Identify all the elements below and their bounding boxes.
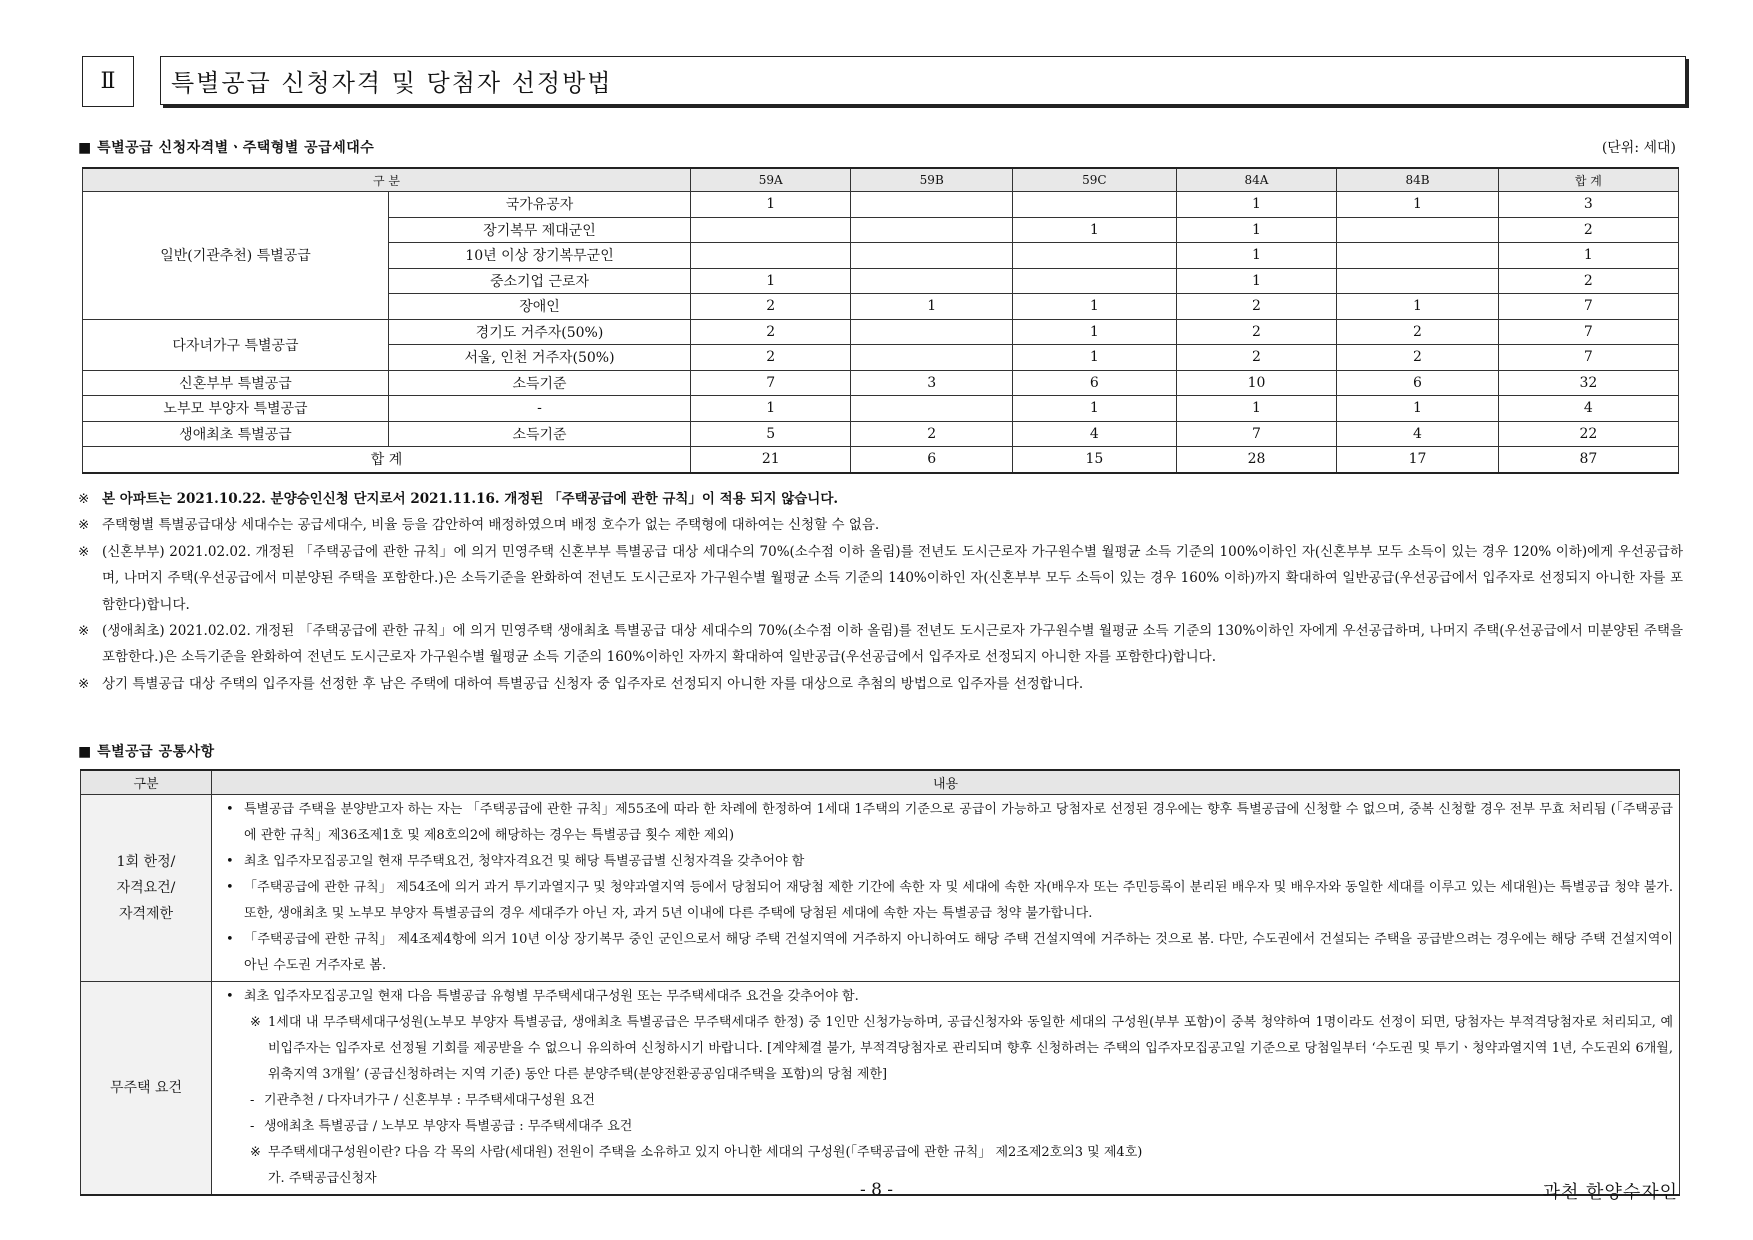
sub-category: 중소기업 근로자: [389, 268, 691, 294]
bullet-text: 최초 입주자모집공고일 현재 다음 특별공급 유형별 무주택세대구성원 또는 무주택세대주 요건을 갖추어야 함.: [244, 989, 859, 1004]
bullet-item: [226, 984, 1673, 1010]
group-label: 일반(기관추천) 특별공급: [83, 192, 389, 320]
cell-value: [851, 217, 1012, 243]
bullet-mark: •: [226, 802, 234, 817]
bullet-mark: •: [226, 854, 234, 869]
cell-value: 10: [1176, 370, 1336, 396]
cell-value: 3: [851, 370, 1012, 396]
cell-value: 1: [1012, 294, 1176, 320]
table-row: [83, 319, 1679, 345]
bullet-mark: •: [226, 989, 234, 1004]
total-label: 합 계: [83, 447, 691, 473]
cell-value: 4: [1337, 421, 1498, 447]
cell-value: [851, 243, 1012, 269]
note-text: (신혼부부) 2021.02.02. 개정된 「주택공급에 관한 규칙」에 의거 민영주택 신혼부부 특별공급 대상 세대수의 70%(소수점 이하 올림)를 전년도 도시근로자 가구원수별 월평균 소득 기준의 100%이하인 자(신혼부부 모두 소득이 있는 경우 120% 이하)에게 우선공급하며, 나머지 주택(우선공급에서 미분양된 주택을 포함한다.)은 소득기준을 완화하여 전년도 도시근로자 가구원수별 월평균 소득 기준의 140%이하인 자(신혼부부 모두 소득이 있는 경우 160% 이하)까지 확대하여 일반공급(우선공급에서 입주자로 선정되지 아니한 자를 포함한다)합니다.: [102, 543, 1683, 613]
dash-text: 생애최초 특별공급 / 노부모 부양자 특별공급 : 무주택세대주 요건: [264, 1119, 633, 1134]
note-text: 무주택세대구성원이란? 다음 각 목의 사람(세대원) 전원이 주택을 소유하고 있지 아니한 세대의 구성원(「주택공급에 관한 규칙」 제2조제2호의3 및 제4호): [268, 1145, 1143, 1160]
total-row: [83, 447, 1679, 473]
bullet-item: [226, 797, 1673, 849]
sub-category: 서울, 인천 거주자(50%): [389, 345, 691, 371]
header-type-59a: 59A: [691, 168, 851, 192]
cell-value: 2: [691, 345, 851, 371]
total-value: 28: [1176, 447, 1336, 473]
row-label-line: 자격요건/: [116, 880, 176, 896]
cell-value: 1: [691, 396, 851, 422]
cell-value: 1: [691, 268, 851, 294]
note-text: 상기 특별공급 대상 주택의 입주자를 선정한 후 남은 주택에 대하여 특별공급 신청자 중 입주자로 선정되지 아니한 자를 대상으로 추첨의 방법으로 입주자를 선정합니다.: [102, 675, 1084, 692]
cell-value: [1012, 192, 1176, 218]
cell-value: 7: [691, 370, 851, 396]
cell-value: 6: [1012, 370, 1176, 396]
cell-value: 2: [851, 421, 1012, 447]
row-total: 7: [1498, 294, 1678, 320]
supply-table-body: [83, 192, 1679, 473]
sub-category: 장기복무 제대군인: [389, 217, 691, 243]
total-value: 6: [851, 447, 1012, 473]
row-total: 2: [1498, 217, 1678, 243]
dash-text: 기관추천 / 다자녀가구 / 신혼부부 : 무주택세대구성원 요건: [264, 1093, 595, 1108]
sub-item-a: 가. 주택공급신청자: [268, 1171, 377, 1186]
note-text: (생애최초) 2021.02.02. 개정된 「주택공급에 관한 규칙」에 의거 민영주택 생애최초 특별공급 대상 세대수의 70%(소수점 이하 올림)를 전년도 도시근로자 가구원수별 월평균 소득 기준의 130%이하인 자에게 우선공급하며, 나머지 주택(우선공급에서 미분양된 주택을 포함한다.)은 소득기준을 완화하여 전년도 도시근로자 가구원수별 월평균 소득 기준의 160%이하인 자까지 확대하여 일반공급(우선공급에서 입주자로 선정되지 아니한 자를 포함한다)합니다.: [102, 623, 1683, 666]
bullet-mark: •: [226, 932, 234, 947]
row-content-no-house: [212, 982, 1680, 1196]
dash-item: [226, 1088, 1673, 1114]
common-header-category: 구분: [81, 770, 212, 795]
bullet-item: [226, 927, 1673, 979]
note-mark: ※: [250, 1015, 261, 1030]
header-type-59c: 59C: [1012, 168, 1176, 192]
grand-total: 87: [1498, 447, 1678, 473]
table-row: [83, 192, 1679, 218]
table-row: [83, 421, 1679, 447]
note-item: [78, 512, 1683, 538]
cell-value: 2: [1176, 345, 1336, 371]
table-row: [83, 396, 1679, 422]
header-total: 합 계: [1498, 168, 1678, 192]
note-text: 1세대 내 무주택세대구성원(노부모 부양자 특별공급, 생애최초 특별공급은 무주택세대주 한정) 중 1인만 신청가능하며, 공급신청자와 동일한 세대의 구성원(부부 포함)이 중복 청약하여 1명이라도 선정이 되면, 당첨자는 부적격당첨자로 처리되고, 예비입주자는 입주자로 선정될 기회를 제공받을 수 없으니 유의하여 신청하시기 바랍니다. [계약체결 불가, 부적격당첨자로 관리되며 향후 신청하려는 주택의 입주자모집공고일 기준으로 당첨일부터 ‘수도권 및 투기ㆍ청약과열지역 1년, 수도권외 6개월, 위축지역 3개월’ (공급신청하려는 지역 기준) 동안 다른 분양주택(분양전환공공임대주택을 포함)의 당첨 제한]: [268, 1015, 1673, 1082]
cell-value: 1: [1176, 217, 1336, 243]
sub-category: 경기도 거주자(50%): [389, 319, 691, 345]
bullet-item: [226, 849, 1673, 875]
sub-category: 소득기준: [389, 421, 691, 447]
cell-value: 1: [1176, 396, 1336, 422]
note-item: [226, 1010, 1673, 1088]
common-row-eligibility: [81, 795, 1680, 982]
sub-category: 장애인: [389, 294, 691, 320]
note-mark: ※: [78, 491, 90, 507]
cell-value: 2: [1176, 319, 1336, 345]
cell-value: 1: [1337, 294, 1498, 320]
bullet-mark: •: [226, 880, 234, 895]
cell-value: 1: [1176, 192, 1336, 218]
row-content-eligibility: [212, 795, 1680, 982]
row-label-line: 1회 한정/: [116, 854, 176, 870]
row-total: 1: [1498, 243, 1678, 269]
supply-table-header-row: [83, 168, 1679, 192]
cell-value: 1: [1337, 396, 1498, 422]
cell-value: 6: [1337, 370, 1498, 396]
cell-value: 7: [1176, 421, 1336, 447]
cell-value: 1: [1337, 192, 1498, 218]
cell-value: 2: [691, 319, 851, 345]
bullet-item: [226, 875, 1673, 927]
group-label: 생애최초 특별공급: [83, 421, 389, 447]
row-total: 7: [1498, 345, 1678, 371]
total-value: 17: [1337, 447, 1498, 473]
cell-value: 1: [1012, 217, 1176, 243]
table-row: [83, 370, 1679, 396]
group-label: 노부모 부양자 특별공급: [83, 396, 389, 422]
cell-value: 2: [691, 294, 851, 320]
dash-mark: -: [250, 1093, 255, 1108]
section-header: [82, 56, 1679, 109]
cell-value: 1: [1012, 345, 1176, 371]
bullet-text: 「주택공급에 관한 규칙」 제54조에 의거 과거 투기과열지구 및 청약과열지역 등에서 당첨되어 재당첨 제한 기간에 속한 자 및 세대에 속한 자(배우자 또는 주민등록이 분리된 배우자 및 배우자와 동일한 세대를 이루고 있는 세대원)는 특별공급 청약 불가. 또한, 생애최초 및 노부모 부양자 특별공급의 경우 세대주가 아닌 자, 과거 5년 이내에 다른 주택에 당첨된 세대에 속한 자는 특별공급 청약 불가합니다.: [244, 880, 1673, 921]
sub-category: 소득기준: [389, 370, 691, 396]
cell-value: [1337, 217, 1498, 243]
dash-item: [226, 1114, 1673, 1140]
row-label-eligibility: [81, 795, 212, 982]
group-label: 신혼부부 특별공급: [83, 370, 389, 396]
supply-table: [82, 167, 1679, 474]
note-mark: ※: [78, 543, 90, 560]
header-category: 구 분: [83, 168, 691, 192]
total-value: 21: [691, 447, 851, 473]
dash-mark: -: [250, 1119, 255, 1134]
cell-value: 2: [1337, 345, 1498, 371]
cell-value: [851, 192, 1012, 218]
cell-value: 1: [1012, 319, 1176, 345]
project-name: 과천 한양수자인: [1542, 1182, 1678, 1203]
row-total: 32: [1498, 370, 1678, 396]
cell-value: 4: [1012, 421, 1176, 447]
bullet-text: 「주택공급에 관한 규칙」 제4조제4항에 의거 10년 이상 장기복무 중인 군인으로서 해당 주택 건설지역에 거주하지 아니하여도 해당 주택 건설지역에 거주하는 것으로 봄. 다만, 수도권에서 건설되는 주택을 공급받으려는 경우에는 해당 주택 건설지역이 아닌 수도권 거주자로 봄.: [244, 932, 1673, 973]
row-total: 7: [1498, 319, 1678, 345]
row-total: 3: [1498, 192, 1678, 218]
supply-table-heading: ■ 특별공급 신청자격별ㆍ주택형별 공급세대수: [78, 140, 375, 156]
sub-category: -: [389, 396, 691, 422]
note-item: [78, 486, 1683, 512]
cell-value: 2: [1337, 319, 1498, 345]
section-title: 특별공급 신청자격 및 당첨자 선정방법: [160, 56, 1686, 105]
note-mark: ※: [250, 1145, 261, 1160]
cell-value: [691, 217, 851, 243]
cell-value: 5: [691, 421, 851, 447]
cell-value: [851, 396, 1012, 422]
cell-value: [1012, 268, 1176, 294]
supply-table-unit: (단위: 세대): [1601, 140, 1676, 156]
cell-value: 1: [1176, 268, 1336, 294]
notes-block: [78, 486, 1683, 697]
cell-value: [851, 319, 1012, 345]
note-item: [78, 539, 1683, 618]
group-label: 다자녀가구 특별공급: [83, 319, 389, 370]
header-type-84b: 84B: [1337, 168, 1498, 192]
common-table: [80, 769, 1680, 1196]
cell-value: 1: [1176, 243, 1336, 269]
cell-value: [1337, 268, 1498, 294]
cell-value: 1: [691, 192, 851, 218]
total-value: 15: [1012, 447, 1176, 473]
sub-category: 국가유공자: [389, 192, 691, 218]
row-total: 22: [1498, 421, 1678, 447]
cell-value: 1: [1012, 396, 1176, 422]
note-text: 본 아파트는 2021.10.22. 분양승인신청 단지로서 2021.11.16. 개정된 「주택공급에 관한 규칙」이 적용 되지 않습니다.: [102, 491, 839, 507]
bullet-text: 최초 입주자모집공고일 현재 무주택요건, 청약자격요건 및 해당 특별공급별 신청자격을 갖추어야 함: [244, 854, 805, 869]
note-mark: ※: [78, 517, 90, 534]
cell-value: [851, 268, 1012, 294]
common-table-header-row: [81, 770, 1680, 795]
row-label-line: 자격제한: [118, 906, 174, 922]
note-mark: ※: [78, 623, 90, 640]
section-number: Ⅱ: [82, 56, 134, 107]
header-type-84a: 84A: [1176, 168, 1336, 192]
note-mark: ※: [78, 675, 90, 692]
row-label-no-house: 무주택 요건: [81, 982, 212, 1196]
common-row-no-house: [81, 982, 1680, 1196]
bullet-text: 특별공급 주택을 분양받고자 하는 자는 「주택공급에 관한 규칙」제55조에 따라 한 차례에 한정하여 1세대 1주택의 기준으로 공급이 가능하고 당첨자로 선정된 경우에는 향후 특별공급에 신청할 수 없으며, 중복 신청할 경우 전부 무효 처리됨 (「주택공급에 관한 규칙」제36조제1호 및 제8호의2에 해당하는 경우는 특별공급 횟수 제한 제외): [244, 802, 1673, 843]
common-header-content: 내용: [212, 770, 1680, 795]
cell-value: [1012, 243, 1176, 269]
note-item: [78, 618, 1683, 671]
header-type-59b: 59B: [851, 168, 1012, 192]
cell-value: [851, 345, 1012, 371]
note-item: [78, 671, 1683, 697]
page-number: - 8 -: [859, 1180, 894, 1200]
row-total: 4: [1498, 396, 1678, 422]
cell-value: 2: [1176, 294, 1336, 320]
cell-value: [1337, 243, 1498, 269]
row-total: 2: [1498, 268, 1678, 294]
sub-category: 10년 이상 장기복무군인: [389, 243, 691, 269]
note-item: [226, 1140, 1673, 1166]
cell-value: [691, 243, 851, 269]
common-table-heading: ■ 특별공급 공통사항: [78, 744, 215, 760]
cell-value: 1: [851, 294, 1012, 320]
note-text: 주택형별 특별공급대상 세대수는 공급세대수, 비율 등을 감안하여 배정하였으며 배정 호수가 없는 주택형에 대하여는 신청할 수 없음.: [102, 517, 880, 534]
